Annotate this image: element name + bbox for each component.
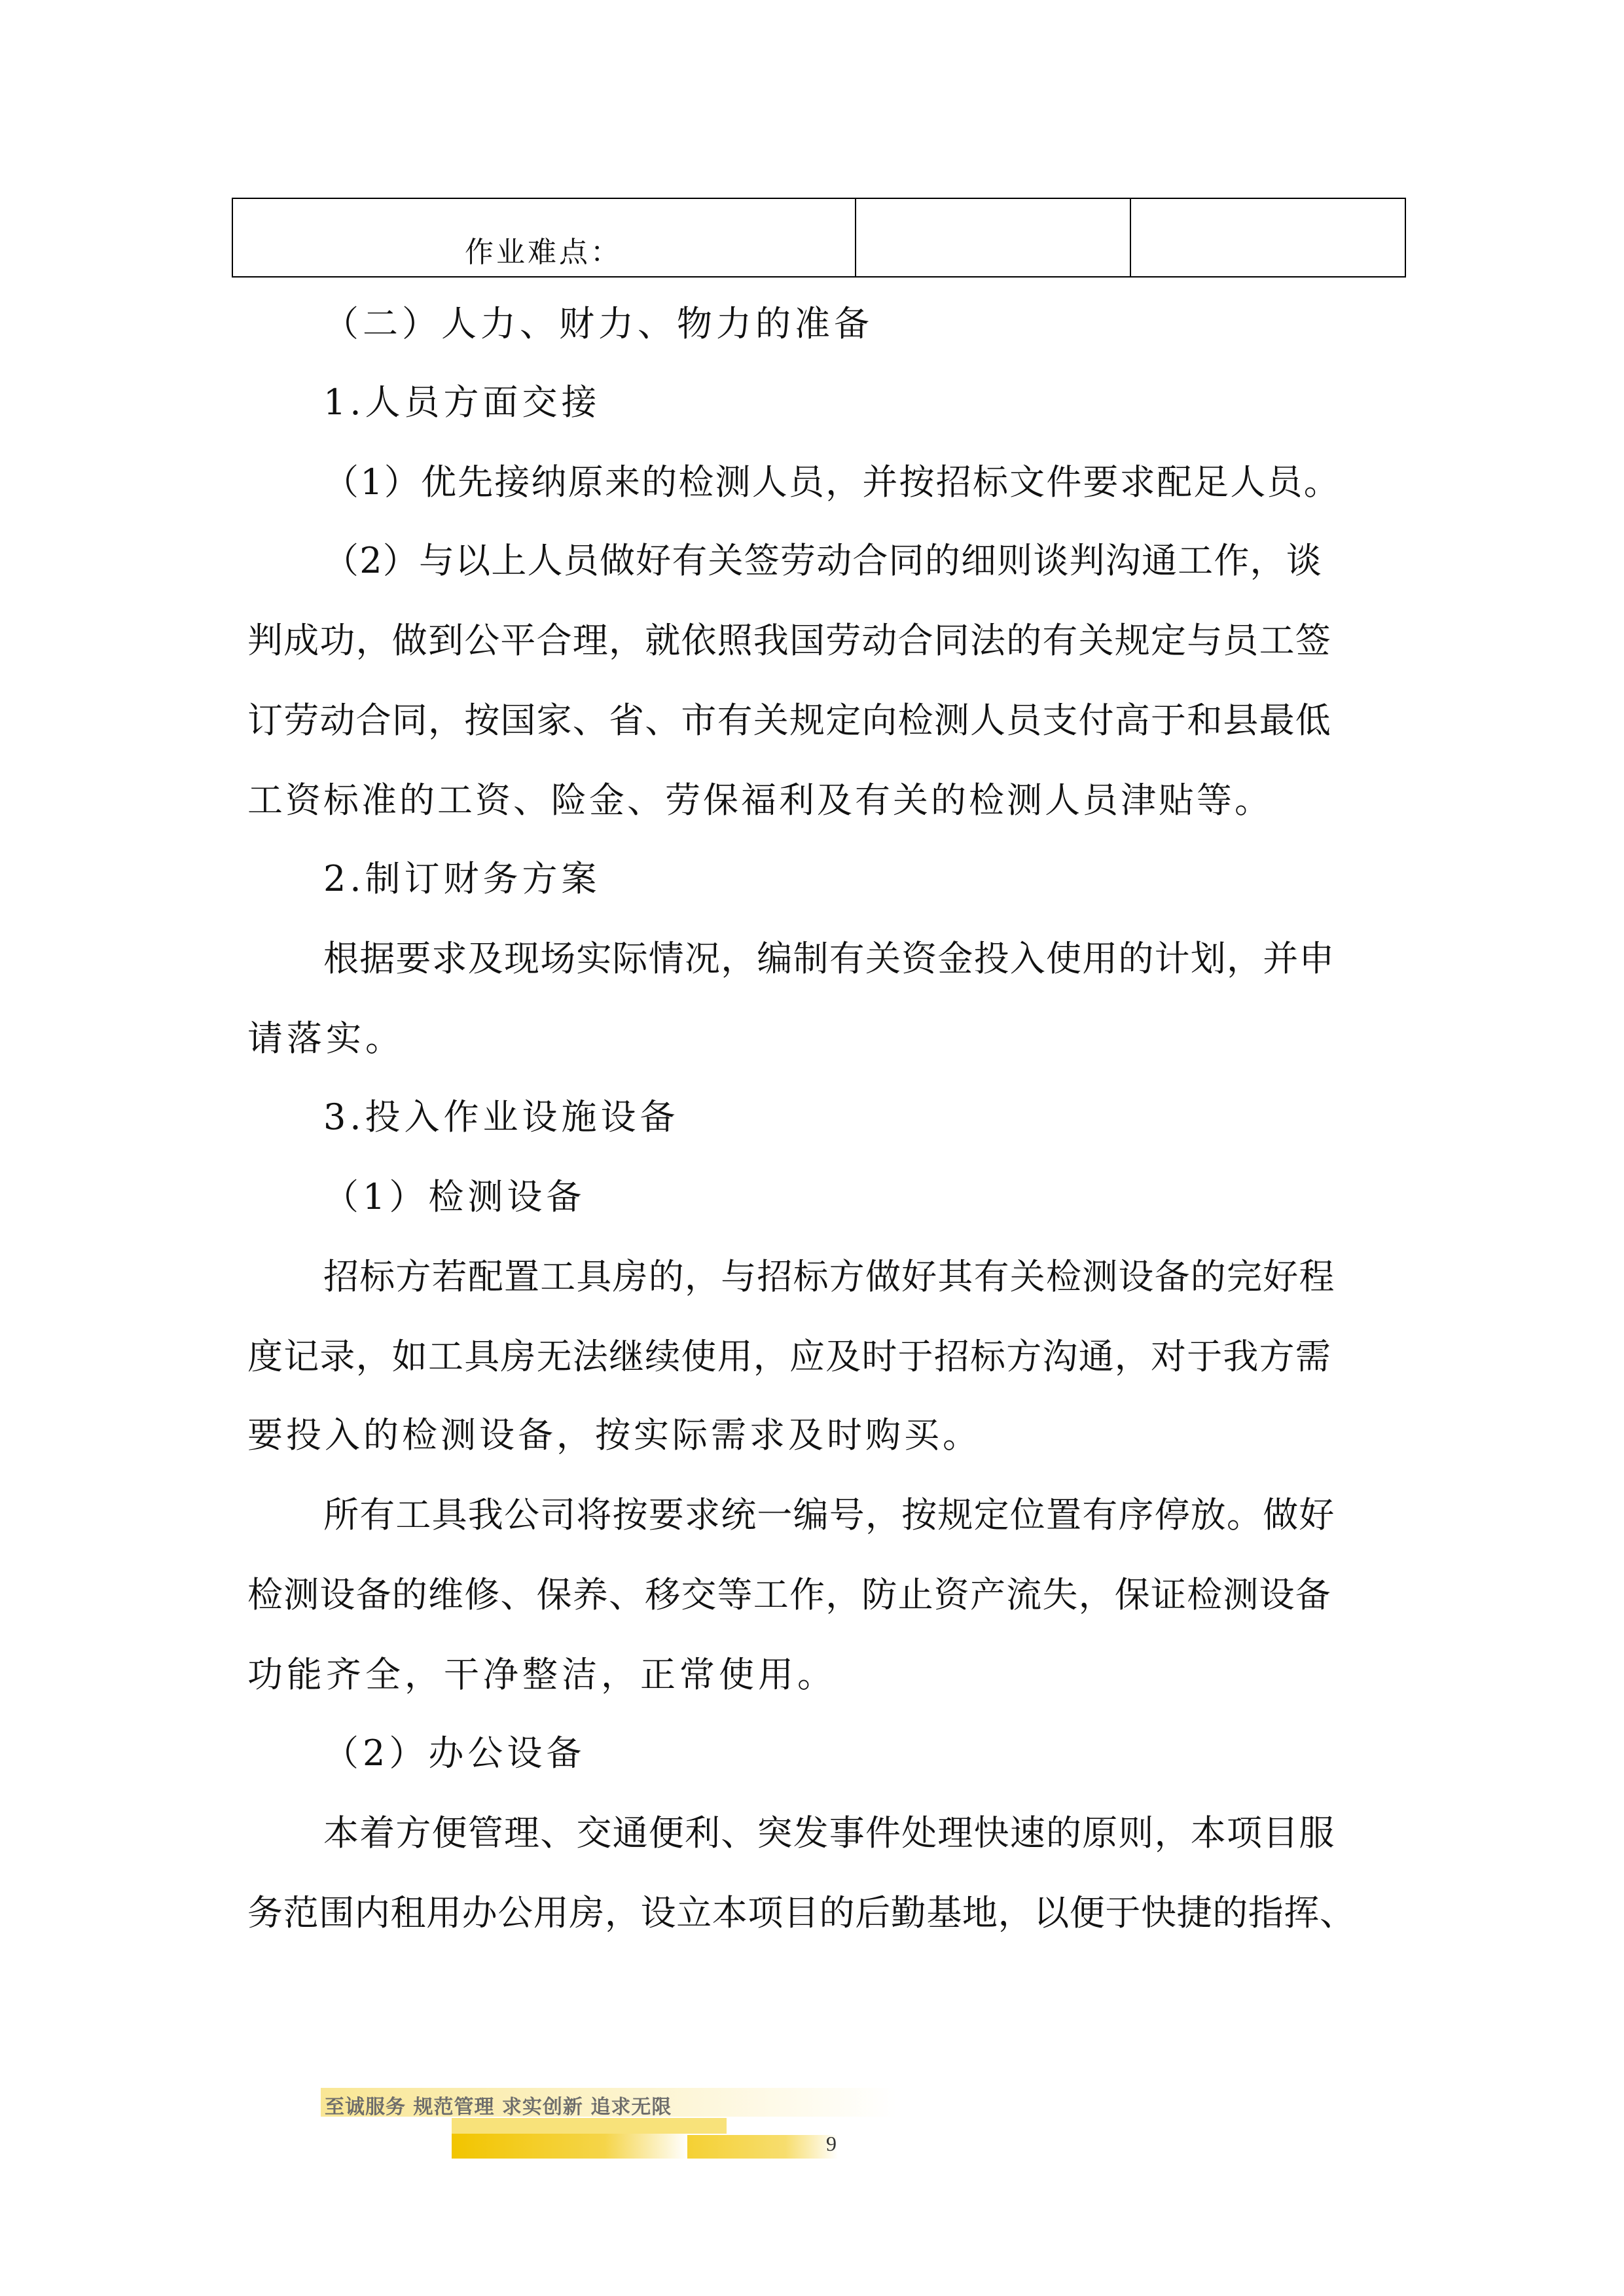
table-cell-empty [1130,198,1405,277]
section-heading: （二）人力、财力、物力的准备 [323,303,873,344]
subsection-heading: （1）检测设备 [323,1176,586,1217]
paragraph-line: 根据要求及现场实际情况，编制有关资金投入使用的计划，并申 [323,938,1335,979]
table-cell-label [232,198,856,277]
paragraph-line: 检测设备的维修、保养、移交等工作，防止资产流失，保证检测设备 [247,1574,1331,1615]
paragraph-line: 务范围内租用办公用房，设立本项目的后勤基地，以便于快捷的指挥、 [247,1892,1356,1933]
paragraph-line: （2）与以上人员做好有关签劳动合同的细则谈判沟通工作，谈 [323,540,1322,581]
footer-slogan: 至诚服务 规范管理 求实创新 追求无限 [325,2096,672,2119]
paragraph-line: 所有工具我公司将按要求统一编号，按规定位置有序停放。做好 [323,1494,1335,1535]
paragraph-line: 请落实。 [247,1018,405,1059]
paragraph-line: （1）优先接纳原来的检测人员，并按招标文件要求配足人员。 [323,461,1341,503]
difficulty-table [232,198,1406,278]
subsection-heading: 2.制订财务方案 [323,858,601,899]
cell-text: 作业难点： [465,236,622,269]
table-row [232,198,1405,277]
subsection-heading: 1.人员方面交接 [323,382,601,423]
subsection-heading: 3.投入作业设施设备 [323,1096,679,1138]
paragraph-line: 要投入的检测设备，按实际需求及时购买。 [247,1414,981,1456]
paragraph-line: 度记录，如工具房无法继续使用，应及时于招标方沟通，对于我方需 [247,1336,1331,1377]
table-cell-empty [856,198,1130,277]
paragraph-line: 招标方若配置工具房的，与招标方做好其有关检测设备的完好程 [323,1256,1335,1297]
paragraph-line: 工资标准的工资、险金、劳保福利及有关的检测人员津贴等。 [247,780,1272,821]
paragraph-line: 订劳动合同，按国家、省、市有关规定向检测人员支付高于和县最低 [247,700,1331,741]
paragraph-line: 本着方便管理、交通便利、突发事件处理快速的原则，本项目服 [323,1812,1335,1854]
subsection-heading: （2）办公设备 [323,1732,586,1774]
paragraph-line: 判成功，做到公平合理，就依照我国劳动合同法的有关规定与员工签 [247,620,1331,661]
footer-banner [321,2088,1041,2160]
paragraph-line: 功能齐全，干净整洁，正常使用。 [247,1654,837,1695]
page-number: 9 [826,2132,837,2155]
